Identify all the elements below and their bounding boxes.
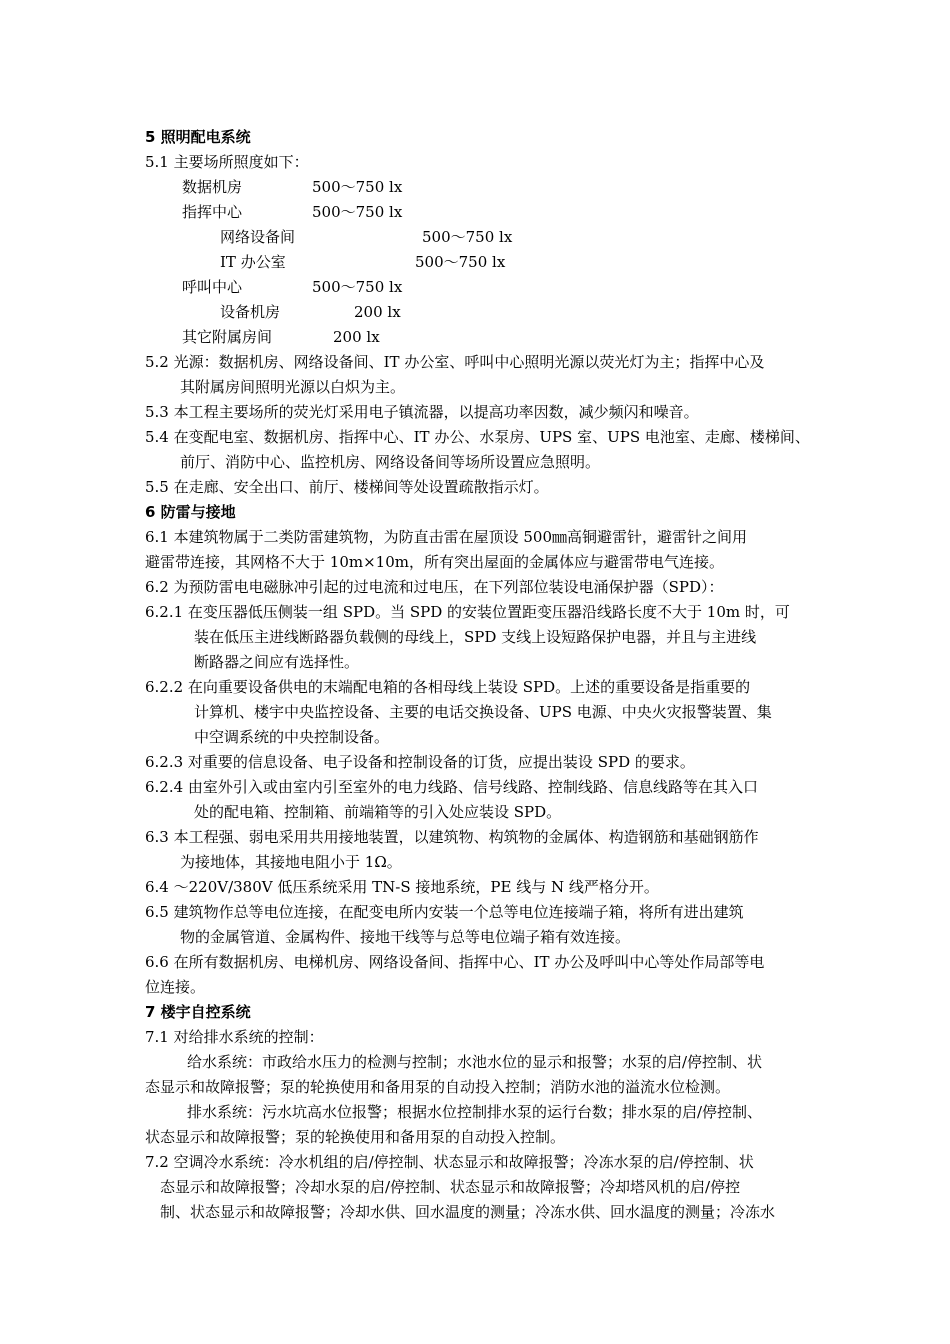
para-6-2-1-line2: 装在低压主进线断路器负载侧的母线上，SPD 支线上设短路保护电器，并且与主进线: [194, 628, 757, 646]
para-5-2-line1: 5.2 光源：数据机房、网络设备间、IT 办公室、呼叫中心照明光源以荧光灯为主；指挥中心及: [145, 353, 765, 371]
section-6-heading: 6 防雷与接地: [145, 503, 236, 521]
illum-value: 500～750 lx: [415, 253, 506, 271]
para-7-1: 7.1 对给排水系统的控制：: [145, 1028, 324, 1046]
para-6-1-line1: 6.1 本建筑物属于二类防雷建筑物，为防直击雷在屋顶设 500㎜高铜避雷针，避雷针之间用: [145, 528, 748, 546]
section-5-heading: 5 照明配电系统: [145, 128, 251, 146]
para-7-1-drain-line1: 排水系统：污水坑高水位报警；根据水位控制排水泵的运行台数；排水泵的启/停控制、: [187, 1103, 763, 1121]
illum-value: 200 lx: [333, 328, 380, 346]
illum-room: 呼叫中心: [182, 278, 243, 296]
para-6-2: 6.2 为预防雷电电磁脉冲引起的过电流和过电压，在下列部位装设电涌保护器（SPD）：: [145, 578, 724, 596]
para-6-6-line1: 6.6 在所有数据机房、电梯机房、网络设备间、指挥中心、IT 办公及呼叫中心等处作局部等电: [145, 953, 765, 971]
para-5-4-line2: 前厅、消防中心、监控机房、网络设备间等场所设置应急照明。: [180, 453, 601, 471]
illum-room: IT 办公室: [220, 253, 286, 271]
para-6-3-line1: 6.3 本工程强、弱电采用共用接地装置，以建筑物、构筑物的金属体、构造钢筋和基础钢筋作: [145, 828, 759, 846]
para-6-2-2-line1: 6.2.2 在向重要设备供电的末端配电箱的各相母线上装设 SPD。上述的重要设备是指重要的: [145, 678, 751, 696]
illum-value: 200 lx: [354, 303, 401, 321]
para-6-6-line2: 位连接。: [145, 978, 206, 996]
para-7-2-line2: 态显示和故障报警；冷却水泵的启/停控制、状态显示和故障报警；冷却塔风机的启/停控: [160, 1178, 741, 1196]
illum-room: 其它附属房间: [182, 328, 273, 346]
para-6-1-line2: 避雷带连接，其网格不大于 10m×10m，所有突出屋面的金属体应与避雷带电气连接。: [145, 553, 724, 571]
para-5-2-line2: 其附属房间照明光源以白炽为主。: [180, 378, 406, 396]
illum-room: 指挥中心: [182, 203, 243, 221]
para-6-2-4-line1: 6.2.4 由室外引入或由室内引至室外的电力线路、信号线路、控制线路、信息线路等在其入口: [145, 778, 758, 796]
section-7-heading: 7 楼宇自控系统: [145, 1003, 251, 1021]
para-7-2-line1: 7.2 空调冷水系统：冷水机组的启/停控制、状态显示和故障报警；冷冻水泵的启/停控制、状: [145, 1153, 754, 1171]
para-6-5-line2: 物的金属管道、金属构件、接地干线等与总等电位端子箱有效连接。: [180, 928, 631, 946]
para-5-4-line1: 5.4 在变配电室、数据机房、指挥中心、IT 办公、水泵房、UPS 室、UPS 电池室、走廊、楼梯间、: [145, 428, 810, 446]
para-7-1-drain-line2: 状态显示和故障报警；泵的轮换使用和备用泵的自动投入控制。: [145, 1128, 566, 1146]
para-6-2-1-line3: 断路器之间应有选择性。: [194, 653, 360, 671]
para-7-2-line3: 制、状态显示和故障报警；冷却水供、回水温度的测量；冷冻水供、回水温度的测量；冷冻水: [160, 1203, 776, 1221]
para-6-2-3: 6.2.3 对重要的信息设备、电子设备和控制设备的订货，应提出装设 SPD 的要求。: [145, 753, 695, 771]
illum-value: 500～750 lx: [422, 228, 513, 246]
para-6-4: 6.4 ～220V/380V 低压系统采用 TN-S 接地系统，PE 线与 N 线严格分开。: [145, 878, 659, 896]
para-7-1-water-line1: 给水系统：市政给水压力的检测与控制；水池水位的显示和报警；水泵的启/停控制、状: [187, 1053, 763, 1071]
para-6-2-4-line2: 处的配电箱、控制箱、前端箱等的引入处应装设 SPD。: [194, 803, 562, 821]
illum-value: 500～750 lx: [312, 203, 403, 221]
illum-room: 网络设备间: [220, 228, 296, 246]
para-6-2-2-line2: 计算机、楼宇中央监控设备、主要的电话交换设备、UPS 电源、中央火灾报警装置、集: [194, 703, 772, 721]
para-6-2-2-line3: 中空调系统的中央控制设备。: [194, 728, 390, 746]
para-6-2-1-line1: 6.2.1 在变压器低压侧装一组 SPD。当 SPD 的安装位置距变压器沿线路长度不大于 10m 时，可: [145, 603, 790, 621]
para-6-3-line2: 为接地体，其接地电阻小于 1Ω。: [180, 853, 402, 871]
illum-value: 500～750 lx: [312, 278, 403, 296]
para-7-1-water-line2: 态显示和故障报警；泵的轮换使用和备用泵的自动投入控制；消防水池的溢流水位检测。: [145, 1078, 731, 1096]
para-5-5: 5.5 在走廊、安全出口、前厅、楼梯间等处设置疏散指示灯。: [145, 478, 549, 496]
para-5-3: 5.3 本工程主要场所的荧光灯采用电子镇流器，以提高功率因数，减少频闪和噪音。: [145, 403, 699, 421]
illum-room: 设备机房: [220, 303, 281, 321]
illum-room: 数据机房: [182, 178, 243, 196]
para-6-5-line1: 6.5 建筑物作总等电位连接，在配变电所内安装一个总等电位连接端子箱，将所有进出建筑: [145, 903, 744, 921]
illum-value: 500～750 lx: [312, 178, 403, 196]
para-5-1: 5.1 主要场所照度如下：: [145, 153, 309, 171]
